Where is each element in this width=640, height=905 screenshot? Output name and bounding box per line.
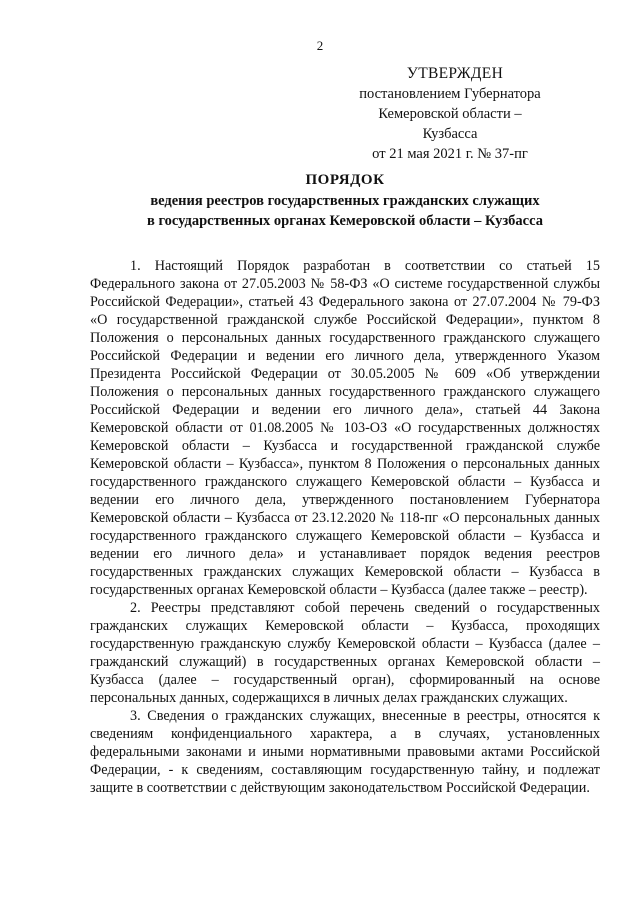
document-title-block bbox=[60, 170, 630, 231]
approval-stamp bbox=[350, 64, 550, 164]
approved-label: УТВЕРЖДЕН bbox=[406, 65, 504, 82]
approval-line-3: от 21 мая 2021 г. № 37-пг bbox=[372, 146, 528, 162]
paragraph-1: 1. Настоящий Порядок разработан в соответствии со статьей 15 Федерального закона от 27.05.2003 № 58-ФЗ «О системе государственной службы Российской Федерации», статьей 43 Федерального закона от 27.07.2004 № 79-ФЗ «О государственной гражданской службе Российской Федерации», пунктом 8 Положения о персональных данных государственного гражданского служащего Российской Федерации и ведении его личного дела, утвержденного Указом Президента Российской Федерации от 30.05.2005 № 609 «Об утверждении Положения о персональных данных государственного гражданского служащего Российской Федерации и ведении его личного дела», статьей 44 Закона Кемеровской области от 01.08.2005 № 103-ОЗ «О государственных должностях Кемеровской области – Кузбасса и государственной гражданской службе Кемеровской области – Кузбасса», пунктом 8 Положения о персональных данных государственного гражданского служащего Кемеровской области – Кузбасса и ведении его личного дела, утвержденного постановлением Губернатора Кемеровской области – Кузбасса от 23.12.2020 № 118-пг «О персональных данных государственного гражданского служащего Кемеровской области – Кузбасса и ведении его личного дела» и устанавливает порядок ведения реестров государственных гражданских служащих Кемеровской области – Кузбасса в государственных органах Кемеровской области – Кузбасса (далее также – реестр). bbox=[90, 258, 600, 598]
approval-line-1: постановлением Губернатора bbox=[359, 86, 541, 102]
approval-line-2: Кемеровской области – Кузбасса bbox=[378, 106, 522, 142]
document-subtitle-line-1: ведения реестров государственных гражданских служащих bbox=[150, 193, 540, 209]
document-subtitle-line-2: в государственных органах Кемеровской области – Кузбасса bbox=[147, 213, 543, 229]
paragraph-2: 2. Реестры представляют собой перечень сведений о государственных гражданских служащих Кемеровской области – Кузбасса, проходящих государственную гражданскую службу Кемеровской области – Кузбасса (далее – гражданский служащий) в государственных органах Кемеровской области – Кузбасса (далее – государственный орган), сформированный на основе персональных данных, содержащихся в личных делах гражданских служащих. bbox=[90, 600, 600, 706]
document-body bbox=[90, 257, 600, 797]
document-title: ПОРЯДОК bbox=[305, 172, 385, 188]
page-number: 2 bbox=[316, 38, 324, 53]
paragraph-3: 3. Сведения о гражданских служащих, внесенные в реестры, относятся к сведениям конфиденциального характера, а в случаях, установленных федеральными законами и иными нормативными правовыми актами Российской Федерации, - к сведениям, составляющим государственную тайну, и подлежат защите в соответствии с действующим законодательством Российской Федерации. bbox=[90, 708, 600, 796]
